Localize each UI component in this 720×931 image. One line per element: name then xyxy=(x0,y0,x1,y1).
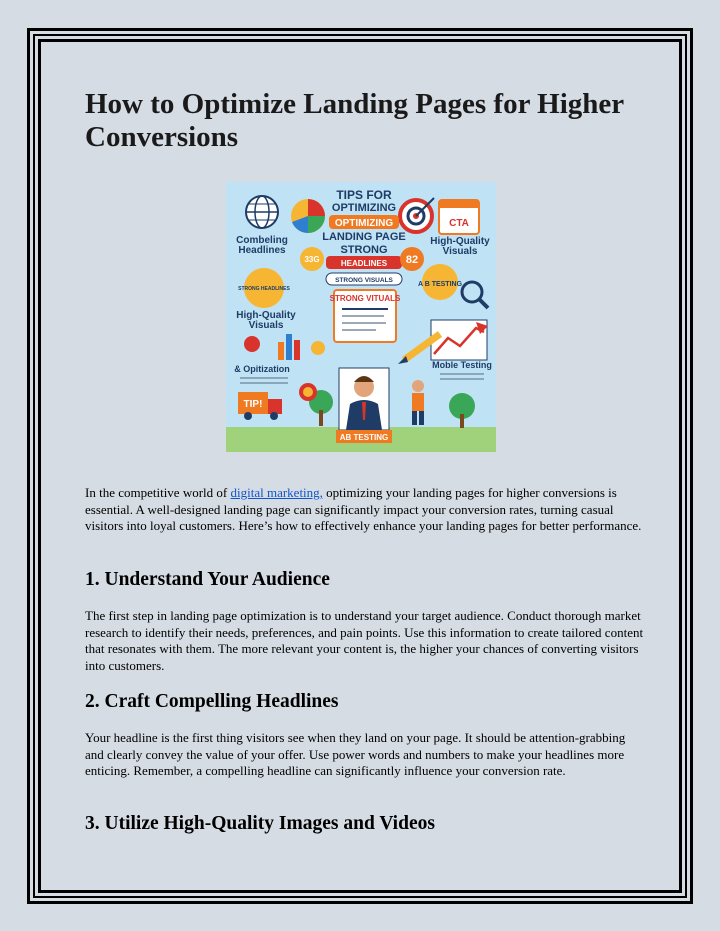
section-2 xyxy=(85,690,645,780)
page-title: How to Optimize Landing Pages for Higher Conversions xyxy=(85,88,624,153)
intro-paragraph xyxy=(85,485,645,535)
svg-text:TIPS FOR: TIPS FOR xyxy=(336,188,392,202)
svg-text:A B TESTING: A B TESTING xyxy=(417,281,463,288)
svg-text:Headlines: Headlines xyxy=(238,245,286,256)
svg-text:LANDING PAGE: LANDING PAGE xyxy=(322,231,406,243)
section-3-heading: 3. Utilize High-Quality Images and Videos xyxy=(85,813,435,834)
intro-text-after-link: optimizing your landing pages for higher conversions is essential. A well-designed landing page can significantly impact your conversion rates, turning casual visitors into loyal customers. Here’s how to effectively enhance your landing pages for better performance. xyxy=(85,485,642,533)
hero-illustration xyxy=(226,182,496,452)
svg-text:High-Quality: High-Quality xyxy=(430,236,490,247)
svg-text:Combeling: Combeling xyxy=(236,235,288,246)
standing-person-icon xyxy=(412,380,424,425)
svg-text:Visuals: Visuals xyxy=(442,246,478,257)
svg-text:HEADLINES: HEADLINES xyxy=(340,259,388,268)
svg-text:CTA: CTA xyxy=(449,218,469,229)
svg-text:TIP!: TIP! xyxy=(243,399,263,410)
digital-marketing-link[interactable]: digital marketing, xyxy=(230,485,323,500)
svg-text:Visuals: Visuals xyxy=(248,320,284,331)
section-1-body: The first step in landing page optimization is to understand your target audience. Conduct thorough market research to identify their needs, preferences, and pain points. Use this information to create tailored content that resonates with them. The more relevant your content is, the higher your chances of converting visitors into customers. xyxy=(85,608,644,673)
calendar-icon xyxy=(439,200,479,234)
globe-icon xyxy=(246,196,278,228)
document-content xyxy=(85,88,645,154)
target-icon xyxy=(400,198,434,232)
hero-infographic xyxy=(226,182,496,452)
section-1-heading: 1. Understand Your Audience xyxy=(85,569,330,590)
svg-text:AB TESTING: AB TESTING xyxy=(339,433,389,442)
section-2-body: Your headline is the first thing visitors see when they land on your page. It should be attention-grabbing and clearly convey the value of your offer. Use power words and numbers to make your headlines more enticing. Remember, a compelling headline can significantly influence your conversion rate. xyxy=(85,730,626,778)
svg-text:OPTIMIZING: OPTIMIZING xyxy=(334,218,394,229)
line-chart-icon xyxy=(431,320,488,360)
svg-text:33G: 33G xyxy=(304,255,320,264)
svg-text:STRONG HEADLINES: STRONG HEADLINES xyxy=(238,286,290,292)
section-2-heading: 2. Craft Compelling Headlines xyxy=(85,691,339,712)
section-3 xyxy=(85,812,645,836)
svg-text:High-Quality: High-Quality xyxy=(236,310,296,321)
svg-text:82: 82 xyxy=(405,254,419,266)
person-illustration xyxy=(339,368,389,430)
svg-text:& Opitization: & Opitization xyxy=(234,364,290,374)
intro-text-before-link: In the competitive world of xyxy=(85,485,231,500)
svg-text:Moble Testing: Moble Testing xyxy=(432,360,492,370)
svg-text:STRONG: STRONG xyxy=(340,244,388,256)
svg-text:STRONG VISUALS: STRONG VISUALS xyxy=(335,277,393,284)
svg-text:STRONG VITUALS: STRONG VITUALS xyxy=(329,294,401,303)
pie-chart-icon xyxy=(291,199,325,233)
svg-text:OPTIMIZING: OPTIMIZING xyxy=(331,202,397,214)
bar-chart-icon xyxy=(244,334,325,360)
section-1 xyxy=(85,568,645,674)
